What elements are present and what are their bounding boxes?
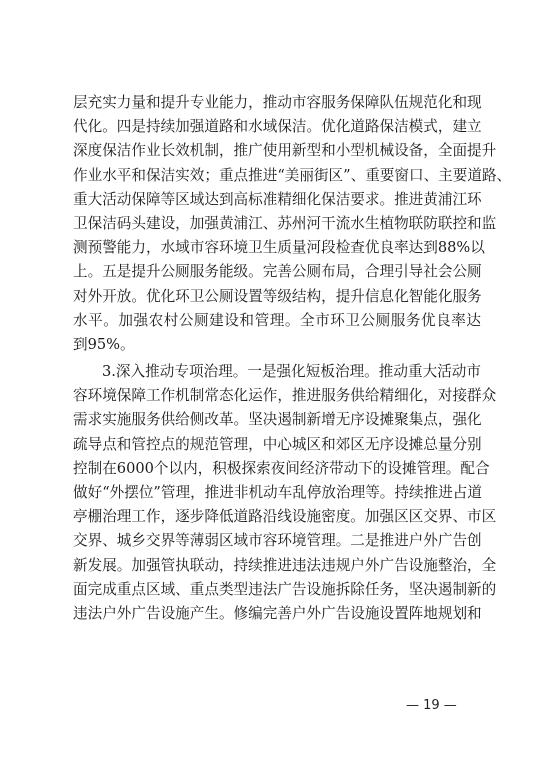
text-line: 层充实力量和提升专业能力，推动市容服务保障队伍规范化和现 — [73, 94, 482, 111]
paragraph-2 — [73, 360, 497, 626]
text-line: 上。五是提升公厕服务能级。完善公厕布局，合理引导社会公厕 — [73, 263, 482, 281]
text-line: 到95%。 — [73, 335, 135, 353]
text-line: 深度保洁作业长效机制，推广使用新型和小型机械设备，全面提升 — [73, 142, 497, 160]
text-line: 违法户外广告设施产生。修编完善户外广告设施设置阵地规划和 — [73, 604, 482, 622]
text-line: 交界、城乡交界等薄弱区域市容环境管理。二是推进户外广告创 — [73, 532, 482, 550]
text-line: 测预警能力，水域市容环境卫生质量河段检查优良率达到88%以 — [73, 239, 485, 257]
body-text — [73, 91, 512, 626]
text-line: 亭棚治理工作，逐步降低道路沿线设施密度。加强区区交界、市区 — [73, 508, 497, 526]
text-line: 对外开放。优化环卫公厕设置等级结构，提升信息化智能化服务 — [73, 287, 482, 305]
text-line: 卫保洁码头建设，加强黄浦江、苏州河干流水生植物联防联控和监 — [73, 214, 497, 232]
text-line: 面完成重点区域、重点类型违法广告设施拆除任务，坚决遏制新的 — [73, 580, 497, 598]
page-number: — 19 — — [406, 698, 457, 713]
paragraph-1 — [73, 91, 512, 357]
text-line: 做好“外摆位”管理，推进非机动车乱停放治理等。持续推进占道 — [73, 484, 482, 501]
text-line: 疏导点和管控点的规范管理，中心城区和郊区无序设摊总量分别 — [73, 435, 482, 453]
text-line: 作业水平和保洁实效；重点推进“美丽街区”、重要窗口、主要道路、 — [73, 166, 512, 184]
text-line: 水平。加强农村公厕建设和管理。全市环卫公厕服务优良率达 — [73, 311, 481, 329]
text-line: 容环境保障工作机制常态化运作，推进服务供给精细化，对接群众 — [73, 387, 497, 405]
text-line: 重大活动保障等区域达到高标准精细化保洁要求。推进黄浦江环 — [73, 190, 482, 208]
text-line: 3.深入推动专项治理。一是强化短板治理。推动重大活动市 — [102, 363, 481, 381]
text-line: 代化。四是持续加强道路和水域保洁。优化道路保洁模式，建立 — [73, 118, 482, 136]
text-line: 控制在6000个以内，积极探索夜间经济带动下的设摊管理。配合 — [73, 459, 490, 477]
text-line: 需求实施服务供给侧改革。坚决遏制新增无序设摊聚集点，强化 — [73, 411, 482, 429]
text-line: 新发展。加强管执联动，持续推进违法违规户外广告设施整治，全 — [73, 556, 497, 574]
